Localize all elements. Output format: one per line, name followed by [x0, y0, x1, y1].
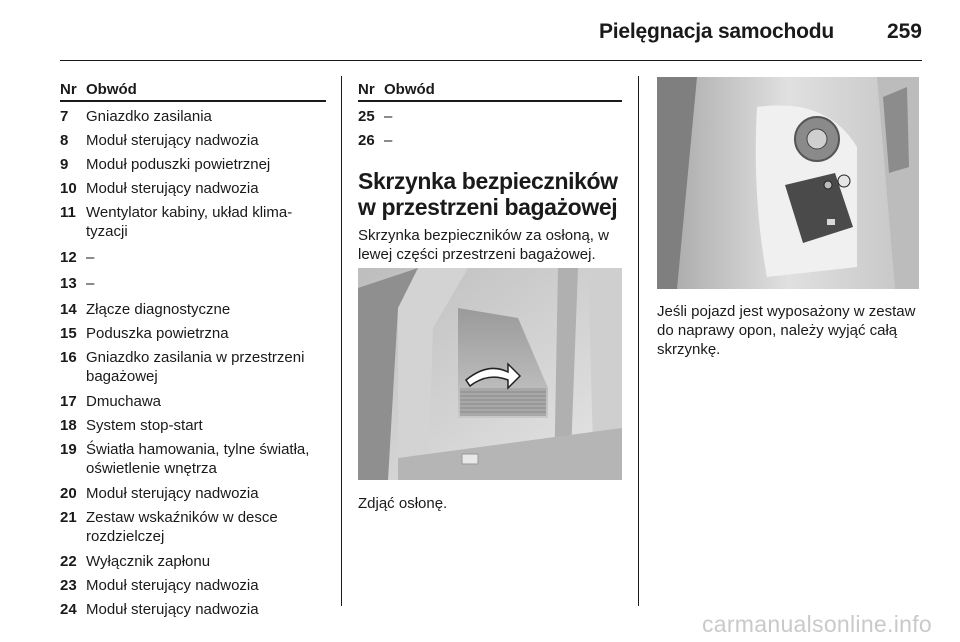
table-row: [60, 179, 326, 198]
fuse-number: 24: [60, 601, 77, 618]
fuse-circuit: Zestaw wskaźników w desce rozdzielczej: [86, 509, 278, 545]
table-row: [60, 416, 326, 435]
column-divider-2: [638, 76, 639, 606]
fuse-number: 13: [60, 275, 77, 292]
fuse-circuit: Moduł poduszki powietrznej: [86, 156, 271, 173]
fuse-number: 7: [60, 108, 69, 125]
column-divider-1: [341, 76, 342, 606]
table-row: [60, 274, 326, 293]
table-row: [60, 440, 326, 478]
fuse-circuit: –: [86, 249, 95, 266]
caption-remove-cover: Zdjąć osłonę.: [358, 495, 448, 512]
intro-paragraph: Skrzynka bezpieczników za osłoną, w lewej części przestrzeni bagażowej.: [358, 227, 609, 263]
fuse-circuit: –: [86, 275, 95, 292]
fuse-circuit: Moduł sterujący nadwozia: [86, 577, 259, 594]
table-row: [60, 131, 326, 150]
fuse-number: 14: [60, 301, 77, 318]
fuse-circuit: Wyłącznik zapłonu: [86, 553, 211, 570]
table-row: [60, 552, 326, 571]
header-circuit: Obwód: [86, 81, 137, 98]
page-number: 259: [886, 20, 922, 43]
fuse-number: 19: [60, 441, 77, 458]
fuse-number: 8: [60, 132, 69, 149]
fuse-circuit: Gniazdko zasilania: [86, 108, 212, 125]
fuse-number: 21: [60, 509, 77, 526]
fuse-number: 9: [60, 156, 69, 173]
trunk-cover-illustration: [358, 268, 622, 480]
fuse-circuit: –: [384, 108, 393, 125]
fuse-circuit: Światła hamowania, tylne światła, oświetlenie wnętrza: [86, 441, 310, 477]
table-header: [358, 80, 622, 102]
table-row: [60, 324, 326, 343]
section-heading: Skrzynka bezpieczników w przestrzeni bagażowej: [358, 168, 618, 220]
table-row: [60, 155, 326, 174]
table-row: [60, 203, 326, 241]
table-row: [60, 508, 326, 546]
table-row: [60, 392, 326, 411]
fuse-number: 17: [60, 393, 77, 410]
fuse-circuit: Moduł sterujący nadwozia: [86, 601, 259, 618]
fuse-circuit: Gniazdko zasilania w przestrzeni bagażowej: [86, 349, 305, 385]
table-row: [60, 348, 326, 386]
table-row: [60, 576, 326, 595]
fuse-number: 25: [358, 108, 375, 125]
fuse-number: 10: [60, 180, 77, 197]
table-header: [60, 80, 326, 102]
fuse-circuit: Złącze diagnostyczne: [86, 301, 231, 318]
table-row: [60, 248, 326, 267]
fuse-table-2: [358, 80, 622, 264]
fuse-circuit: System stop-start: [86, 417, 203, 434]
fuse-box-illustration: [657, 77, 919, 289]
fuse-circuit: Moduł sterujący nadwozia: [86, 180, 259, 197]
table-row: [60, 300, 326, 319]
table-row: [60, 107, 326, 126]
fuse-number: 15: [60, 325, 77, 342]
fuse-table-1: [60, 80, 326, 619]
fuse-number: 11: [60, 204, 76, 221]
fuse-number: 22: [60, 553, 77, 570]
trunk-cover-photo: [358, 268, 622, 480]
fuse-box-photo: [657, 77, 919, 289]
section-title: Pielęgnacja samochodu: [598, 20, 834, 43]
fuse-number: 26: [358, 132, 375, 149]
fuse-circuit: –: [384, 132, 393, 149]
caption-repair-kit: Jeśli pojazd jest wyposażony w zestaw do naprawy opon, należy wyjąć całą skrzynkę.: [657, 303, 916, 358]
table-row: [60, 484, 326, 503]
table-row: [358, 131, 622, 150]
fuse-number: 12: [60, 249, 77, 266]
fuse-circuit: Moduł sterujący nadwozia: [86, 485, 259, 502]
fuse-circuit: Dmuchawa: [86, 393, 162, 410]
fuse-circuit: Wentylator kabiny, układ klima- tyzacji: [86, 204, 293, 240]
header-nr: Nr: [358, 81, 375, 98]
fuse-number: 16: [60, 349, 77, 366]
page-header: [60, 14, 922, 61]
watermark: carmanualsonline.info: [701, 611, 932, 637]
header-circuit: Obwód: [384, 81, 435, 98]
fuse-circuit: Moduł sterujący nadwozia: [86, 132, 259, 149]
header-nr: Nr: [60, 81, 77, 98]
table-row: [358, 107, 622, 126]
fuse-number: 20: [60, 485, 77, 502]
fuse-number: 23: [60, 577, 77, 594]
fuse-circuit: Poduszka powietrzna: [86, 325, 229, 342]
table-row: [60, 600, 326, 619]
fuse-number: 18: [60, 417, 77, 434]
